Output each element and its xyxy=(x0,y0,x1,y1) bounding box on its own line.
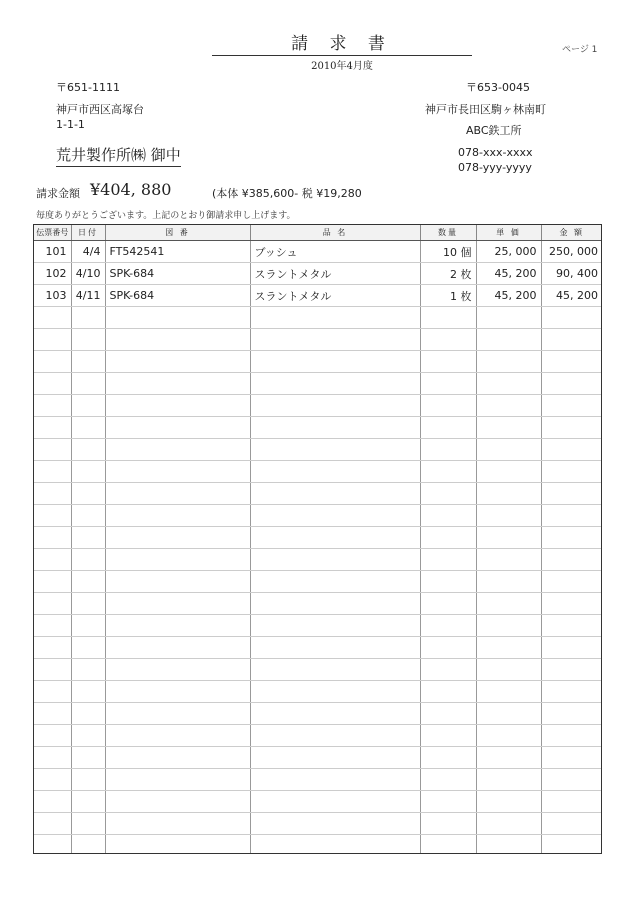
empty-cell xyxy=(476,835,541,855)
empty-cell xyxy=(105,747,250,769)
empty-cell xyxy=(105,351,250,373)
table-row xyxy=(34,263,602,285)
empty-cell xyxy=(541,483,602,505)
empty-cell xyxy=(71,725,105,747)
empty-cell xyxy=(250,593,420,615)
empty-cell xyxy=(420,747,476,769)
empty-cell xyxy=(71,835,105,855)
empty-cell xyxy=(250,505,420,527)
empty-cell xyxy=(34,307,71,329)
empty-cell xyxy=(420,703,476,725)
empty-cell xyxy=(420,461,476,483)
empty-cell xyxy=(71,461,105,483)
empty-cell xyxy=(476,395,541,417)
table-header-row xyxy=(34,225,602,241)
empty-cell xyxy=(250,659,420,681)
empty-cell xyxy=(476,703,541,725)
empty-cell xyxy=(34,615,71,637)
empty-cell xyxy=(250,725,420,747)
date-cell: 4/11 xyxy=(71,285,105,307)
empty-cell xyxy=(250,571,420,593)
empty-cell xyxy=(476,527,541,549)
empty-cell xyxy=(105,329,250,351)
empty-cell xyxy=(250,615,420,637)
empty-cell xyxy=(420,351,476,373)
header-date: 日付 xyxy=(71,225,105,241)
empty-cell xyxy=(34,505,71,527)
empty-cell xyxy=(71,527,105,549)
empty-cell xyxy=(541,747,602,769)
empty-cell xyxy=(105,681,250,703)
empty-cell xyxy=(541,329,602,351)
client-address-line2: 1-1-1 xyxy=(56,118,85,131)
empty-cell xyxy=(541,769,602,791)
total-label: 請求金額 xyxy=(36,187,80,200)
empty-cell xyxy=(541,461,602,483)
empty-cell xyxy=(476,549,541,571)
thanks-message: 毎度ありがとうございます。上記のとおり御請求申し上げます。 xyxy=(36,211,296,221)
empty-cell xyxy=(476,681,541,703)
empty-cell xyxy=(71,351,105,373)
empty-cell xyxy=(476,615,541,637)
empty-cell xyxy=(420,593,476,615)
empty-cell xyxy=(250,681,420,703)
empty-cell xyxy=(541,571,602,593)
empty-cell xyxy=(34,681,71,703)
empty-cell xyxy=(71,417,105,439)
empty-cell xyxy=(250,637,420,659)
empty-cell xyxy=(541,395,602,417)
empty-cell xyxy=(476,417,541,439)
empty-cell xyxy=(476,593,541,615)
empty-cell xyxy=(541,659,602,681)
empty-cell xyxy=(420,483,476,505)
empty-cell xyxy=(476,659,541,681)
date-cell: 4/10 xyxy=(71,263,105,285)
issuer-phone: 078-xxx-xxxx xyxy=(458,146,533,159)
empty-cell xyxy=(34,461,71,483)
empty-table-row xyxy=(34,835,602,855)
header-drawing-number: 図 番 xyxy=(105,225,250,241)
quantity-cell: 1 枚 xyxy=(420,285,476,307)
empty-cell xyxy=(71,637,105,659)
date-cell: 4/4 xyxy=(71,241,105,263)
empty-table-row xyxy=(34,813,602,835)
total-amount: ¥404, 880 xyxy=(90,180,172,199)
empty-cell xyxy=(250,813,420,835)
empty-cell xyxy=(476,483,541,505)
empty-cell xyxy=(541,417,602,439)
empty-table-row xyxy=(34,659,602,681)
empty-cell xyxy=(34,835,71,855)
invoice-table xyxy=(33,224,602,854)
issuer-fax: 078-yyy-yyyy xyxy=(458,161,532,174)
empty-cell xyxy=(420,373,476,395)
empty-cell xyxy=(476,791,541,813)
amount-cell: 250, 000 xyxy=(541,241,602,263)
empty-cell xyxy=(420,417,476,439)
empty-cell xyxy=(420,395,476,417)
empty-cell xyxy=(105,835,250,855)
empty-cell xyxy=(34,373,71,395)
empty-cell xyxy=(34,659,71,681)
header-amount: 金 額 xyxy=(541,225,602,241)
empty-cell xyxy=(250,373,420,395)
slip-number-cell: 102 xyxy=(34,263,71,285)
empty-table-row xyxy=(34,615,602,637)
empty-cell xyxy=(105,813,250,835)
empty-cell xyxy=(476,571,541,593)
empty-cell xyxy=(541,439,602,461)
empty-cell xyxy=(34,329,71,351)
empty-cell xyxy=(420,549,476,571)
empty-cell xyxy=(34,571,71,593)
empty-cell xyxy=(105,307,250,329)
empty-cell xyxy=(420,813,476,835)
empty-cell xyxy=(476,637,541,659)
empty-cell xyxy=(420,527,476,549)
issuer-address: 神戸市長田区駒ヶ林南町 xyxy=(425,103,546,116)
empty-table-row xyxy=(34,439,602,461)
item-name-cell: スラントメタル xyxy=(250,285,420,307)
empty-table-row xyxy=(34,725,602,747)
empty-cell xyxy=(71,329,105,351)
empty-cell xyxy=(250,769,420,791)
empty-cell xyxy=(250,351,420,373)
empty-cell xyxy=(105,373,250,395)
empty-cell xyxy=(541,637,602,659)
empty-table-row xyxy=(34,769,602,791)
item-name-cell: スラントメタル xyxy=(250,263,420,285)
empty-cell xyxy=(420,637,476,659)
empty-cell xyxy=(420,439,476,461)
empty-table-row xyxy=(34,461,602,483)
empty-cell xyxy=(105,593,250,615)
empty-cell xyxy=(250,747,420,769)
empty-cell xyxy=(541,725,602,747)
empty-cell xyxy=(476,505,541,527)
empty-cell xyxy=(71,813,105,835)
empty-cell xyxy=(420,791,476,813)
empty-table-row xyxy=(34,527,602,549)
amount-cell: 90, 400 xyxy=(541,263,602,285)
empty-cell xyxy=(250,527,420,549)
empty-cell xyxy=(34,439,71,461)
empty-cell xyxy=(34,769,71,791)
billing-period: 2010年4月度 xyxy=(311,61,373,72)
empty-cell xyxy=(541,681,602,703)
empty-table-row xyxy=(34,637,602,659)
empty-cell xyxy=(71,681,105,703)
empty-cell xyxy=(71,549,105,571)
item-name-cell: ブッシュ xyxy=(250,241,420,263)
empty-cell xyxy=(34,351,71,373)
empty-cell xyxy=(71,615,105,637)
empty-cell xyxy=(34,395,71,417)
empty-cell xyxy=(476,461,541,483)
empty-cell xyxy=(105,791,250,813)
quantity-cell: 2 枚 xyxy=(420,263,476,285)
empty-cell xyxy=(71,373,105,395)
empty-cell xyxy=(541,593,602,615)
empty-cell xyxy=(105,439,250,461)
empty-cell xyxy=(541,549,602,571)
empty-cell xyxy=(105,549,250,571)
empty-cell xyxy=(250,703,420,725)
empty-cell xyxy=(250,835,420,855)
empty-table-row xyxy=(34,747,602,769)
client-postal-code: 〒651-1111 xyxy=(56,81,120,94)
empty-cell xyxy=(71,593,105,615)
empty-cell xyxy=(420,329,476,351)
empty-cell xyxy=(34,703,71,725)
empty-cell xyxy=(250,549,420,571)
page-number: ページ 1 xyxy=(562,45,598,55)
client-address-line1: 神戸市西区高塚台 xyxy=(56,103,144,116)
empty-table-row xyxy=(34,571,602,593)
document-title: 請 求 書 xyxy=(212,34,472,56)
slip-number-cell: 103 xyxy=(34,285,71,307)
empty-cell xyxy=(476,813,541,835)
empty-cell xyxy=(541,615,602,637)
empty-table-row xyxy=(34,505,602,527)
empty-cell xyxy=(71,747,105,769)
empty-cell xyxy=(420,681,476,703)
drawing-number-cell: FT542541 xyxy=(105,241,250,263)
empty-cell xyxy=(420,505,476,527)
empty-cell xyxy=(541,307,602,329)
empty-cell xyxy=(476,439,541,461)
empty-table-row xyxy=(34,373,602,395)
empty-cell xyxy=(105,703,250,725)
empty-cell xyxy=(250,307,420,329)
empty-cell xyxy=(34,527,71,549)
client-name: 荒井製作所㈱ 御中 xyxy=(56,144,181,167)
empty-table-row xyxy=(34,329,602,351)
empty-cell xyxy=(105,505,250,527)
empty-table-row xyxy=(34,703,602,725)
empty-cell xyxy=(105,483,250,505)
empty-table-row xyxy=(34,593,602,615)
empty-table-row xyxy=(34,351,602,373)
empty-cell xyxy=(250,791,420,813)
empty-cell xyxy=(105,461,250,483)
unit-price-cell: 45, 200 xyxy=(476,263,541,285)
amount-cell: 45, 200 xyxy=(541,285,602,307)
empty-cell xyxy=(420,571,476,593)
empty-cell xyxy=(71,505,105,527)
empty-cell xyxy=(250,483,420,505)
empty-cell xyxy=(71,659,105,681)
empty-cell xyxy=(105,615,250,637)
empty-cell xyxy=(71,395,105,417)
header-quantity: 数量 xyxy=(420,225,476,241)
empty-cell xyxy=(420,725,476,747)
empty-cell xyxy=(34,725,71,747)
empty-cell xyxy=(34,747,71,769)
empty-cell xyxy=(250,329,420,351)
empty-table-row xyxy=(34,307,602,329)
empty-cell xyxy=(541,835,602,855)
empty-table-row xyxy=(34,549,602,571)
drawing-number-cell: SPK-684 xyxy=(105,285,250,307)
empty-cell xyxy=(34,549,71,571)
empty-table-row xyxy=(34,395,602,417)
issuer-postal-code: 〒653-0045 xyxy=(466,81,530,94)
empty-cell xyxy=(71,439,105,461)
empty-cell xyxy=(34,593,71,615)
empty-cell xyxy=(541,791,602,813)
empty-cell xyxy=(420,659,476,681)
empty-cell xyxy=(541,703,602,725)
empty-cell xyxy=(541,505,602,527)
empty-cell xyxy=(105,769,250,791)
empty-cell xyxy=(105,725,250,747)
empty-cell xyxy=(476,747,541,769)
drawing-number-cell: SPK-684 xyxy=(105,263,250,285)
empty-cell xyxy=(476,725,541,747)
empty-cell xyxy=(250,395,420,417)
empty-cell xyxy=(476,769,541,791)
empty-cell xyxy=(71,791,105,813)
empty-cell xyxy=(105,417,250,439)
empty-cell xyxy=(34,791,71,813)
empty-cell xyxy=(71,769,105,791)
empty-cell xyxy=(105,395,250,417)
table-row xyxy=(34,241,602,263)
empty-cell xyxy=(420,769,476,791)
empty-cell xyxy=(420,615,476,637)
empty-cell xyxy=(105,571,250,593)
header-slip-number: 伝票番号 xyxy=(34,225,71,241)
unit-price-cell: 45, 200 xyxy=(476,285,541,307)
empty-cell xyxy=(541,813,602,835)
empty-cell xyxy=(541,351,602,373)
empty-cell xyxy=(250,417,420,439)
empty-table-row xyxy=(34,483,602,505)
empty-cell xyxy=(420,835,476,855)
empty-cell xyxy=(105,659,250,681)
empty-cell xyxy=(34,813,71,835)
quantity-cell: 10 個 xyxy=(420,241,476,263)
empty-cell xyxy=(541,373,602,395)
empty-cell xyxy=(541,527,602,549)
empty-table-row xyxy=(34,791,602,813)
empty-table-row xyxy=(34,681,602,703)
empty-cell xyxy=(476,351,541,373)
empty-cell xyxy=(105,637,250,659)
empty-cell xyxy=(420,307,476,329)
empty-cell xyxy=(476,329,541,351)
empty-table-row xyxy=(34,417,602,439)
empty-cell xyxy=(476,373,541,395)
table-row xyxy=(34,285,602,307)
empty-cell xyxy=(34,417,71,439)
empty-cell xyxy=(34,483,71,505)
empty-cell xyxy=(476,307,541,329)
header-item-name: 品 名 xyxy=(250,225,420,241)
empty-cell xyxy=(250,461,420,483)
unit-price-cell: 25, 000 xyxy=(476,241,541,263)
empty-cell xyxy=(34,637,71,659)
empty-cell xyxy=(105,527,250,549)
empty-cell xyxy=(71,703,105,725)
issuer-name: ABC鉄工所 xyxy=(466,124,522,137)
amount-breakdown: (本体 ¥385,600- 税 ¥19,280 xyxy=(212,187,362,200)
empty-cell xyxy=(71,307,105,329)
empty-cell xyxy=(71,571,105,593)
empty-cell xyxy=(250,439,420,461)
slip-number-cell: 101 xyxy=(34,241,71,263)
header-unit-price: 単 価 xyxy=(476,225,541,241)
empty-cell xyxy=(71,483,105,505)
